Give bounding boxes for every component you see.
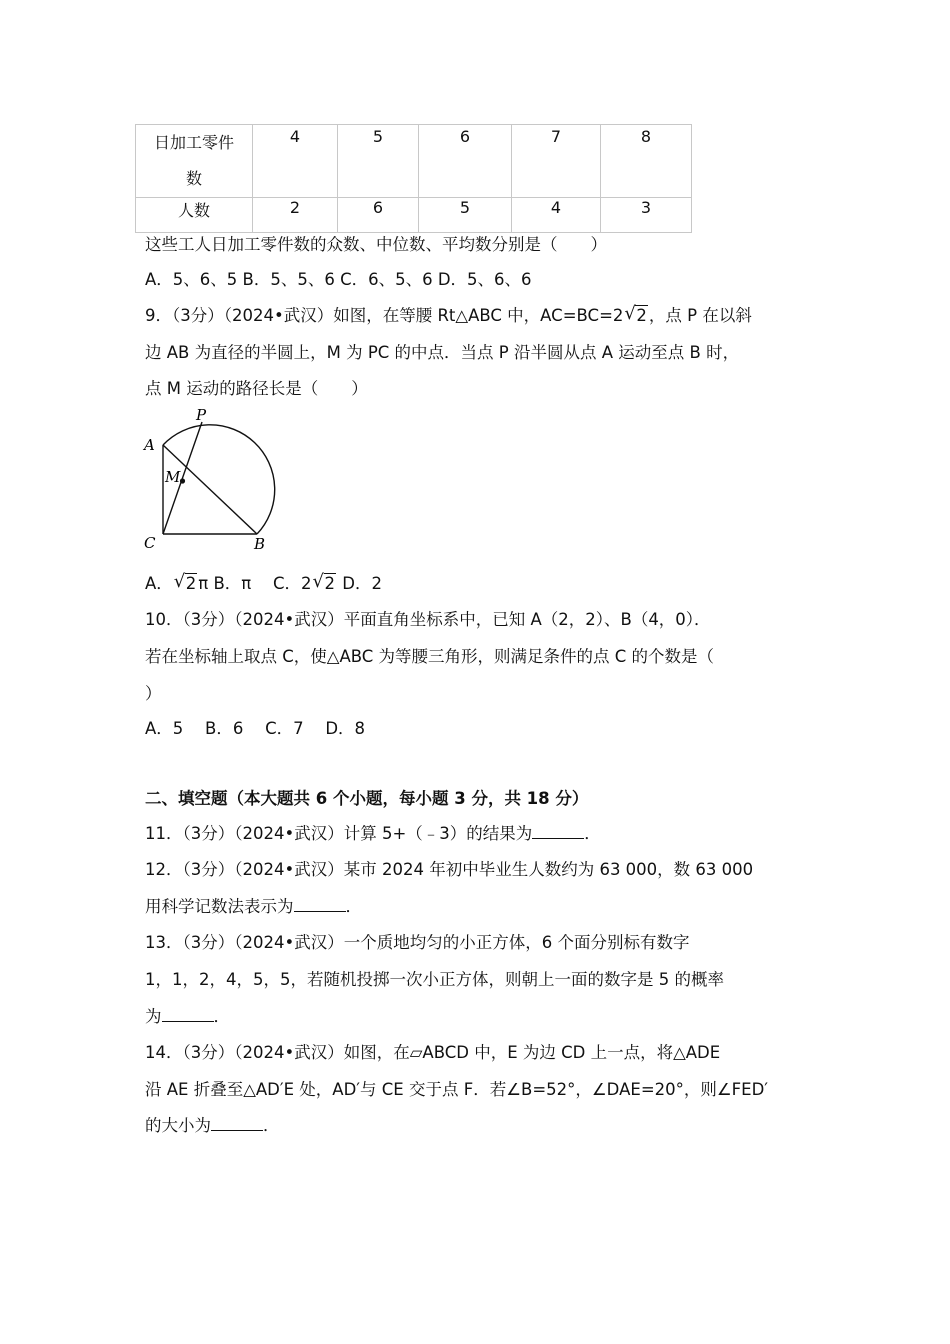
q10-line-2: 若在坐标轴上取点 C，使△ABC 为等腰三角形，则满足条件的点 C 的个数是（: [145, 647, 715, 666]
data-table: [135, 124, 692, 233]
radical-sign-icon: √: [624, 303, 636, 324]
radical-sign-icon: √: [312, 571, 324, 592]
label-a: A: [144, 436, 155, 454]
table-cell: 4: [253, 125, 338, 198]
table-cell: 2: [253, 198, 338, 233]
q9-line-3: 点 M 运动的路径长是（ ）: [145, 379, 368, 398]
q13-line-3: [145, 1006, 230, 1028]
sqrt-symbol: [174, 573, 198, 595]
q8-options: A．5、6、5 B．5、5、6 C．6、5、6 D．5、6、6: [145, 270, 532, 289]
label-p: P: [196, 406, 207, 424]
q9-text: ，点 P 在以斜: [648, 306, 752, 325]
answer-blank: [211, 1116, 263, 1131]
table-row: [136, 125, 692, 198]
q9-text: 9．（3分）（2024•武汉）如图，在等腰 Rt△ABC 中，AC=BC=2: [145, 306, 624, 325]
table-cell: 3: [601, 198, 692, 233]
radicand: 2: [324, 574, 335, 593]
q14-line-2: 沿 AE 折叠至△AD′E 处，AD′与 CE 交于点 F．若∠B=52°，∠DAE=20°，则∠FED′: [145, 1080, 769, 1099]
sqrt-symbol: [313, 573, 337, 595]
table-cell: 7: [512, 125, 601, 198]
table-cell: 6: [419, 125, 512, 198]
label-c: C: [144, 534, 156, 552]
segment-ab: [163, 445, 257, 534]
table-cell: 5: [338, 125, 419, 198]
q13-line-1: 13．（3分）（2024•武汉）一个质地均匀的小正方体，6 个面分别标有数字: [145, 933, 690, 952]
q12-line-2: [145, 896, 362, 918]
q10-line-1: 10．（3分）（2024•武汉）平面直角坐标系中，已知 A（2，2）、B（4，0）．: [145, 610, 711, 629]
q8-stem: 这些工人日加工零件数的众数、中位数、平均数分别是（ ）: [145, 235, 607, 254]
radicand: 2: [636, 306, 647, 325]
answer-blank: [532, 824, 584, 839]
q10-line-3: ）: [145, 684, 162, 703]
q9-line-1: [145, 305, 752, 327]
q9-option-d: D．2: [337, 574, 382, 593]
midpoint-m-dot: [180, 478, 185, 483]
q13-text: 为: [145, 1007, 162, 1026]
q11-text-end: ．: [584, 824, 601, 843]
q14-text-end: ．: [263, 1116, 280, 1135]
q12-text: 用科学记数法表示为: [145, 897, 294, 916]
q9-options: [145, 573, 382, 595]
q9-option-a-prefix: A．: [145, 574, 173, 593]
label-b: B: [254, 535, 266, 553]
table-row-label: 人数: [136, 198, 253, 233]
table-header-line: 数: [185, 169, 202, 188]
q9-options-text: π B．π C．2: [198, 574, 312, 593]
table-cell: 5: [419, 198, 512, 233]
q14-text: 的大小为: [145, 1116, 211, 1135]
q12-line-1: 12．（3分）（2024•武汉）某市 2024 年初中毕业生人数约为 63 000，数 63 000: [145, 860, 754, 879]
table-cell: 6: [338, 198, 419, 233]
q13-text-end: ．: [213, 1007, 230, 1026]
q11-text: 11．（3分）（2024•武汉）计算 5+（﹣3）的结果为: [145, 824, 533, 843]
table-header-cell: [136, 125, 253, 198]
q9-figure: [138, 405, 278, 553]
table-row: [136, 198, 692, 233]
q11-line-1: [145, 823, 601, 845]
q9-line-2: 边 AB 为直径的半圆上，M 为 PC 的中点．当点 P 沿半圆从点 A 运动至点 B 时，: [145, 343, 740, 362]
sqrt-symbol: [624, 305, 648, 327]
q14-line-3: [145, 1115, 280, 1137]
radical-sign-icon: √: [173, 571, 186, 592]
q10-options: A．5 B．6 C．7 D．8: [145, 719, 366, 738]
table-header-line: 日加工零件: [153, 133, 234, 152]
answer-blank: [162, 1007, 214, 1022]
table-cell: 8: [601, 125, 692, 198]
radicand: 2: [185, 574, 197, 593]
label-m: M: [165, 468, 181, 486]
q14-line-1: 14．（3分）（2024•武汉）如图，在▱ABCD 中，E 为边 CD 上一点，将△ADE: [145, 1043, 721, 1062]
q13-line-2: 1，1，2，4，5，5，若随机投掷一次小正方体，则朝上一面的数字是 5 的概率: [145, 970, 724, 989]
q12-text-end: ．: [345, 897, 362, 916]
section-heading: 二、填空题（本大题共 6 个小题，每小题 3 分，共 18 分）: [145, 789, 589, 808]
table-cell: 4: [512, 198, 601, 233]
answer-blank: [294, 897, 346, 912]
